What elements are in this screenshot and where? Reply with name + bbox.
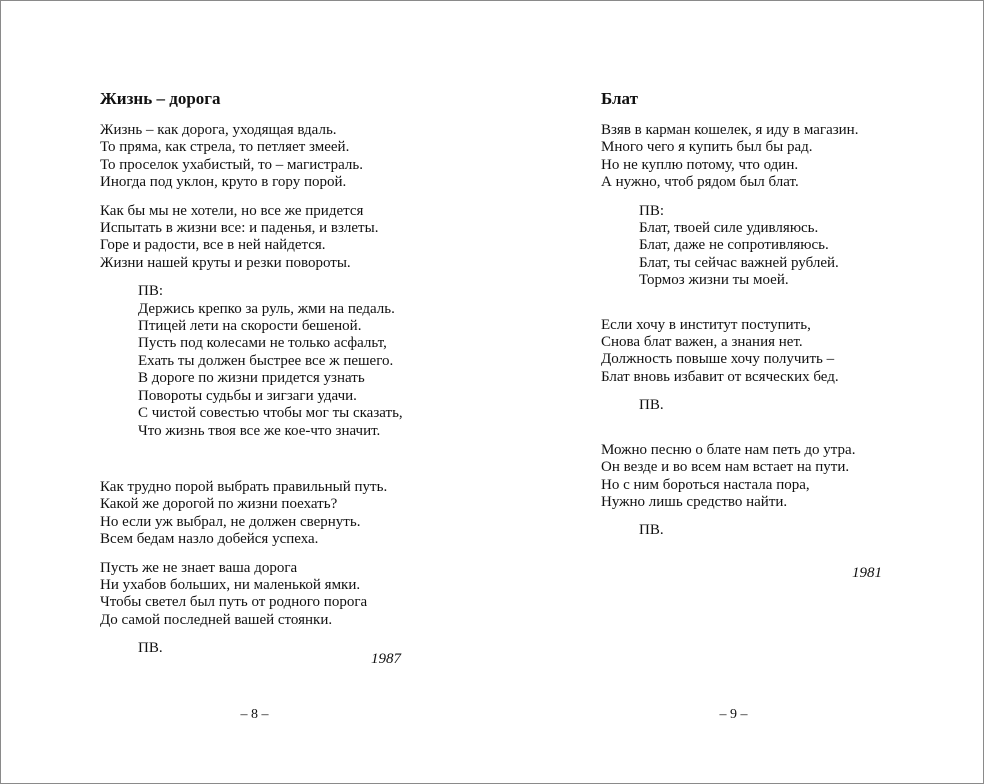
left-stanza-1 [100, 122, 480, 192]
left-poem [100, 89, 480, 669]
refrain-label: ПВ: [639, 202, 665, 219]
verse-line: Жизни нашей круты и резки повороты. [100, 254, 351, 271]
verse-line: Чтобы светел был путь от родного порога [100, 594, 368, 611]
verse-line: Снова блат важен, а знания нет. [601, 334, 803, 351]
poem-title-zhizn-doroga: Жизнь – дорога [100, 89, 221, 108]
verse-line: Горе и радости, все в ней найдется. [100, 237, 326, 254]
verse-line: Как трудно порой выбрать правильный путь. [100, 478, 388, 495]
verse-line: Испытать в жизни все: и паденья, и взлеты. [100, 220, 379, 237]
spacer [100, 451, 480, 479]
refrain-marker: ПВ. [639, 397, 664, 414]
refrain-line: Пусть под колесами не только асфальт, [138, 335, 387, 352]
verse-line: Нужно лишь средство найти. [601, 493, 788, 510]
right-stanza-2 [601, 317, 981, 387]
verse-line: Как бы мы не хотели, но все же придется [100, 202, 364, 219]
refrain-marker: ПВ. [138, 640, 163, 657]
refrain-line: Что жизнь твоя все же кое-что значит. [138, 422, 381, 439]
refrain-line: Блат, ты сейчас важней рублей. [639, 254, 839, 271]
poem-date: 1987 [371, 651, 401, 667]
verse-line: Он везде и во всем нам встает на пути. [601, 459, 850, 476]
page-number: – 8 – [240, 707, 269, 722]
refrain-line: Держись крепко за руль, жми на педаль. [138, 300, 395, 317]
refrain-line: Птицей лети на скорости бешеной. [138, 318, 362, 335]
verse-line: А нужно, чтоб рядом был блат. [601, 174, 799, 191]
verse-line: Но с ним бороться настала пора, [601, 476, 810, 493]
verse-line: Но не куплю потому, что один. [601, 156, 799, 173]
verse-line: Если хочу в институт поступить, [601, 316, 811, 333]
verse-line: Должность повыше хочу получить – [601, 351, 835, 368]
refrain-label: ПВ: [138, 283, 164, 300]
refrain-marker: ПВ. [639, 522, 664, 539]
verse-line: Пусть же не знает ваша дорога [100, 559, 298, 576]
poem-title-blat: Блат [601, 89, 638, 108]
refrain-line: С чистой совестью чтобы мог ты сказать, [138, 405, 403, 422]
right-refrain [639, 203, 981, 290]
verse-line: Можно песню о блате нам петь до утра. [601, 441, 856, 458]
refrain-line: Блат, даже не сопротивляюсь. [639, 237, 829, 254]
right-stanza-1 [601, 122, 981, 192]
refrain-line: Ехать ты должен быстрее все ж пешего. [138, 352, 394, 369]
verse-line: Блат вновь избавит от всяческих бед. [601, 368, 839, 385]
poem-date: 1981 [852, 565, 882, 581]
verse-line: Жизнь – как дорога, уходящая вдаль. [100, 122, 337, 138]
refrain-line: Тормоз жизни ты моей. [639, 272, 789, 289]
refrain-line: Блат, твоей силе удивляюсь. [639, 220, 819, 237]
right-stanza-3 [601, 442, 981, 512]
verse-line: Всем бедам назло добейся успеха. [100, 531, 319, 548]
left-page [1, 1, 492, 783]
verse-line: До самой последней вашей стоянки. [100, 611, 333, 628]
spacer [601, 301, 981, 317]
verse-line: Но если уж выбрал, не должен свернуть. [100, 513, 361, 530]
verse-line: Взяв в карман кошелек, я иду в магазин. [601, 122, 859, 138]
left-refrain [138, 283, 480, 440]
verse-line: Какой же дорогой по жизни поехать? [100, 496, 338, 513]
left-stanza-4 [100, 560, 480, 630]
verse-line: То пряма, как стрела, то петляет змеей. [100, 139, 350, 156]
page-number: – 9 – [719, 707, 748, 722]
left-stanza-3 [100, 479, 480, 549]
right-poem [601, 89, 981, 551]
spacer [601, 426, 981, 442]
refrain-line: В дороге по жизни придется узнать [138, 370, 365, 387]
verse-line: Много чего я купить был бы рад. [601, 139, 813, 156]
verse-line: Ни ухабов больших, ни маленькой ямки. [100, 576, 361, 593]
right-page [492, 1, 983, 783]
verse-line: То проселок ухабистый, то – магистраль. [100, 156, 363, 173]
left-stanza-2 [100, 203, 480, 273]
refrain-line: Повороты судьбы и зигзаги удачи. [138, 387, 357, 404]
verse-line: Иногда под уклон, круто в гору порой. [100, 174, 347, 191]
